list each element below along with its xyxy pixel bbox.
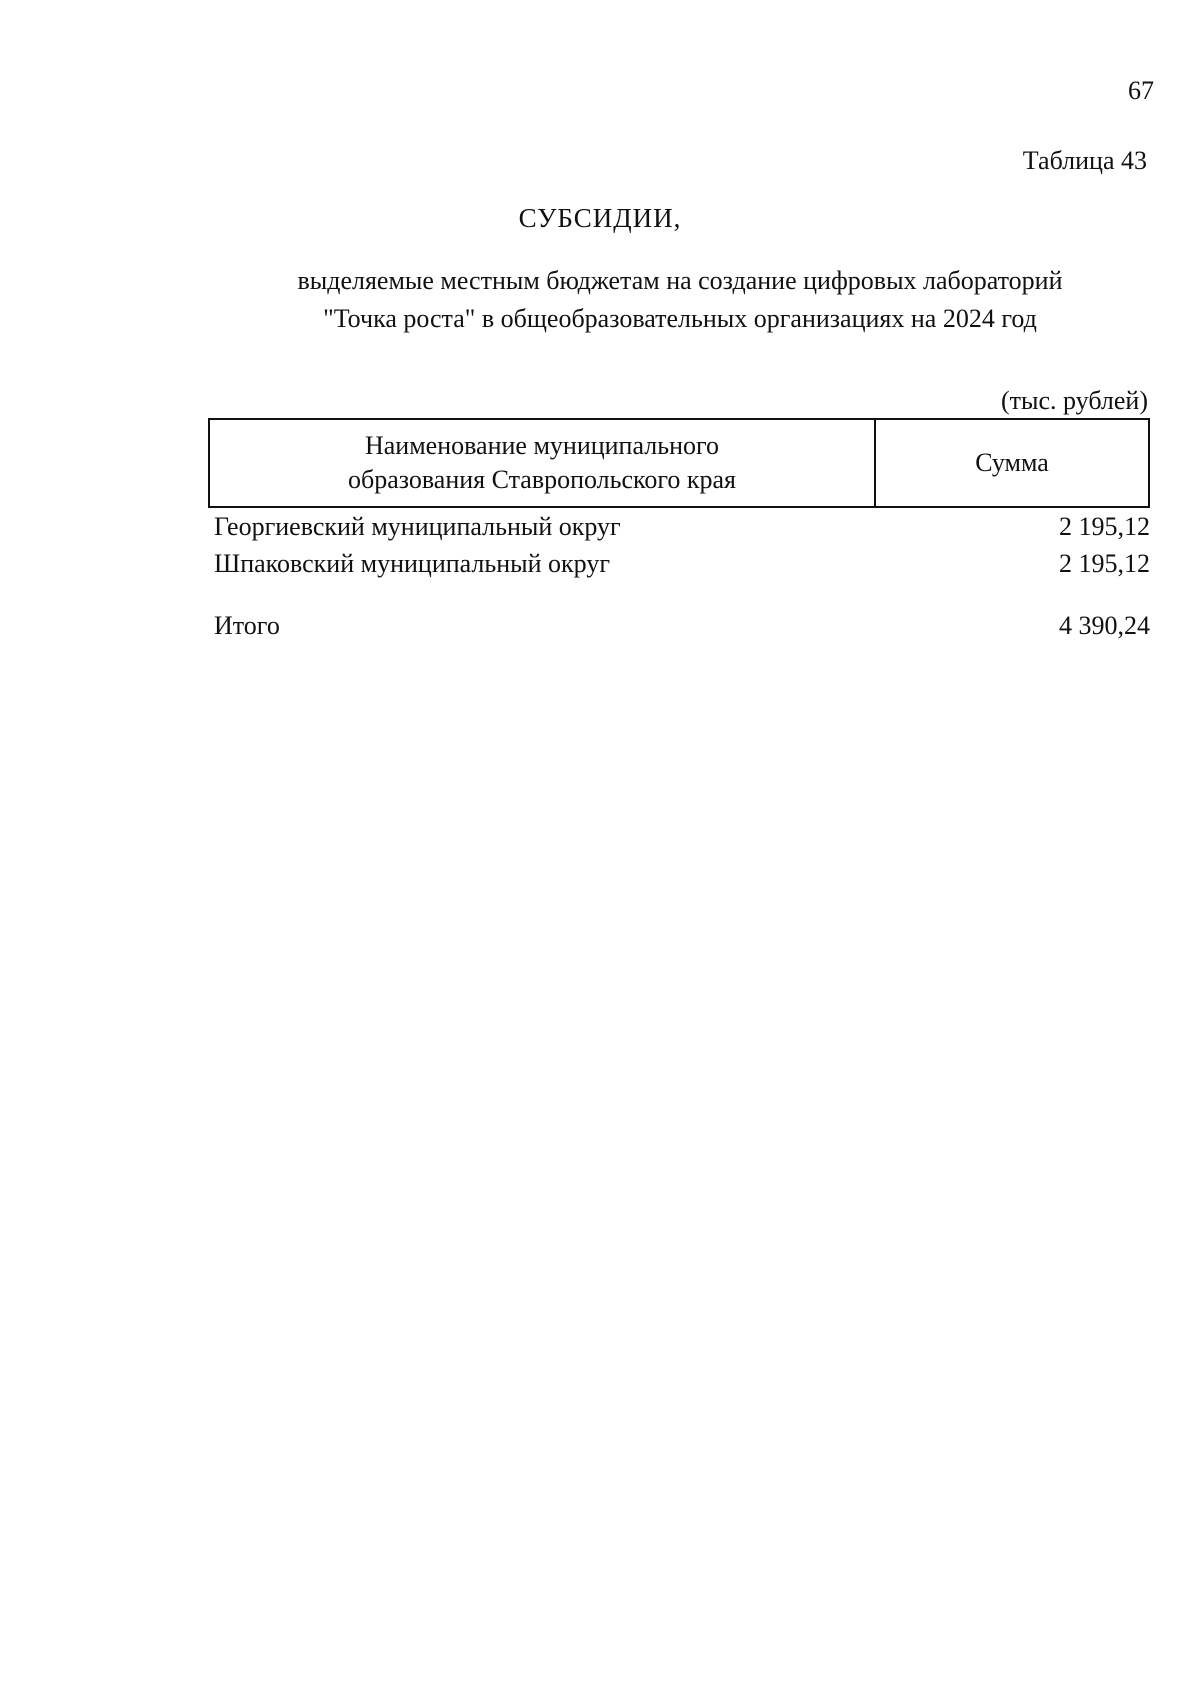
- table-row: [214, 549, 1150, 579]
- total-row: [214, 611, 1150, 641]
- total-label: Итого: [214, 611, 280, 640]
- header-municipality-line-1: Наименование муниципального: [364, 431, 720, 460]
- table-header: [208, 418, 1150, 508]
- subtitle-line-2: "Точка роста" в общеобразовательных организациях на 2024 год: [323, 304, 1037, 333]
- header-municipality: [210, 420, 876, 506]
- units-label: (тыс. рублей): [1000, 386, 1148, 415]
- document-title: СУБСИДИИ,: [518, 203, 682, 233]
- total-value: 4 390,24: [1059, 611, 1150, 640]
- subtitle-line-1: выделяемые местным бюджетам на создание цифровых лабораторий: [297, 266, 1063, 295]
- document-subtitle: [130, 262, 1200, 338]
- row-municipality-name: Георгиевский муниципальный округ: [214, 512, 621, 541]
- row-sum-value: 2 195,12: [1059, 512, 1150, 541]
- page-number: 67: [1128, 76, 1154, 105]
- row-sum-value: 2 195,12: [1059, 549, 1150, 578]
- header-municipality-line-2: образования Ставропольского края: [347, 465, 737, 494]
- table-number: Таблица 43: [1022, 146, 1147, 175]
- header-sum: Сумма: [975, 448, 1049, 477]
- table-row: [214, 512, 1150, 542]
- row-municipality-name: Шпаковский муниципальный округ: [214, 549, 610, 578]
